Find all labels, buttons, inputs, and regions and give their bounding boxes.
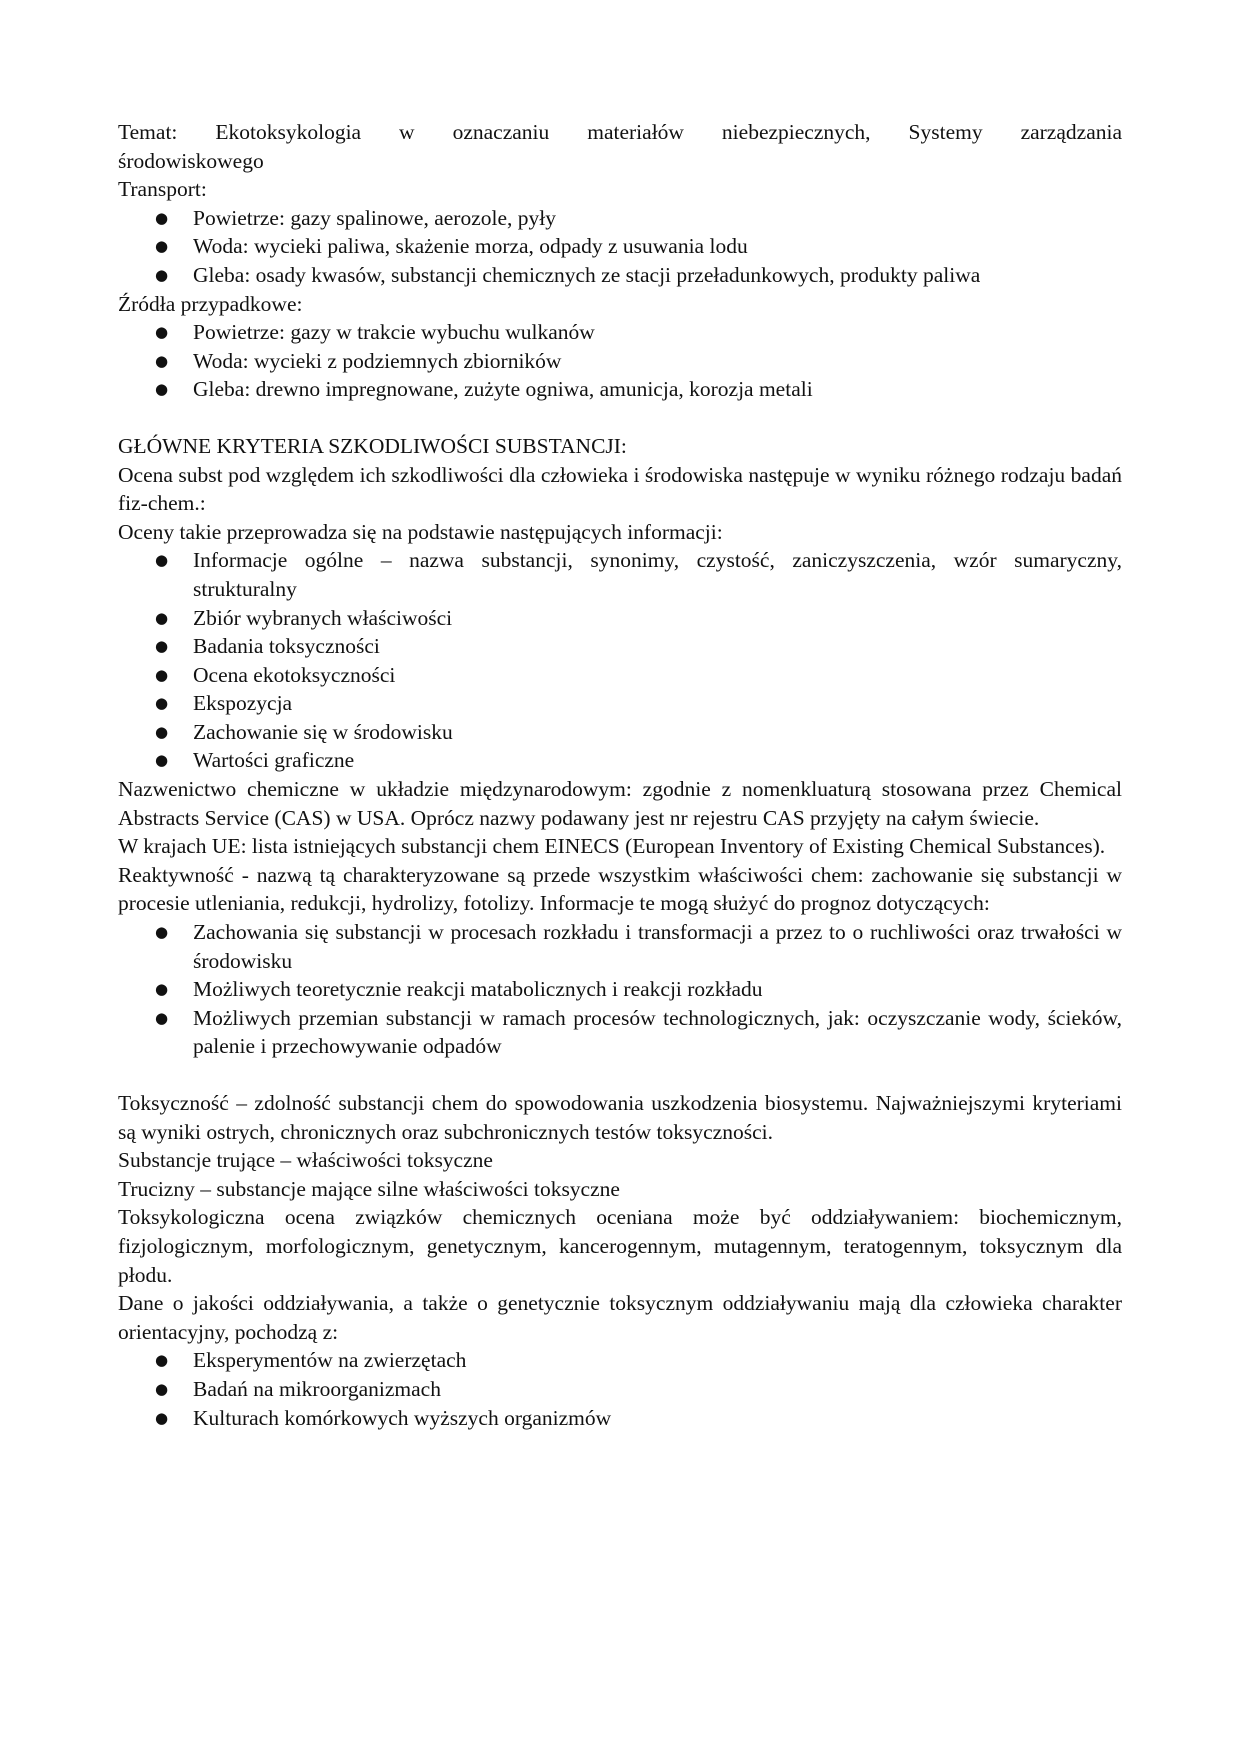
list-item: ● Wartości graficzne (118, 746, 1122, 775)
list-item: ● Badania toksyczności (118, 632, 1122, 661)
transport-list (118, 204, 1122, 290)
list-item: ● Powietrze: gazy spalinowe, aerozole, pyły (118, 204, 1122, 233)
list-item: ● Woda: wycieki paliwa, skażenie morza, odpady z usuwania lodu (118, 232, 1122, 261)
toksycznosc-paragraph: Toksyczność – zdolność substancji chem do spowodowania uszkodzenia biosystemu. Najważniejszymi kryteriami są wyniki ostrych, chronicznych oraz subchronicznych testów toksyczności. (118, 1091, 1122, 1144)
reaktywnosc-paragraph: Reaktywność - nazwą tą charakteryzowane są przede wszystkim właściwości chem: zachowanie się substancji w procesie utleniania, redukcji, hydrolizy, fotolizy. Informacje te mogą służyć do prognoz dotyczących: (118, 862, 1122, 916)
dane-paragraph: Dane o jakości oddziaływania, a także o genetycznie toksycznym oddziaływaniu mają dla człowieka charakter orientacyjny, pochodzą z: (118, 1291, 1122, 1344)
zrodla-heading: Źródła przypadkowe: (118, 291, 303, 316)
transport-heading: Transport: (118, 177, 207, 202)
list-item: ● Zachowania się substancji w procesach rozkładu i transformacji a przez to o ruchliwości oraz trwałości w środowisku (118, 918, 1122, 975)
list-item: ● Gleba: drewno impregnowane, zużyte ogniwa, amunicja, korozja metali (118, 375, 1122, 404)
ue-paragraph: W krajach UE: lista istniejących substancji chem EINECS (European Inventory of Existing Chemical Substances). (118, 834, 1106, 859)
kryteria-list (118, 546, 1122, 775)
list-item: ● Woda: wycieki z podziemnych zbiorników (118, 347, 1122, 376)
dane-list (118, 1346, 1122, 1432)
list-item: ● Eksperymentów na zwierzętach (118, 1346, 1122, 1375)
document-page (118, 118, 1122, 1432)
list-item: ● Kulturach komórkowych wyższych organizmów (118, 1404, 1122, 1433)
list-item: ● Możliwych przemian substancji w ramach procesów technologicznych, jak: oczyszczanie wody, ścieków, palenie i przechowywanie odpadów (118, 1004, 1122, 1061)
title-line-1: Temat: Ekotoksykologia w oznaczaniu materiałów niebezpiecznych, Systemy zarządzania (118, 120, 1122, 144)
list-item: ● Możliwych teoretycznie reakcji matabolicznych i reakcji rozkładu (118, 975, 1122, 1004)
kryteria-paragraph-1: Ocena subst pod względem ich szkodliwości dla człowieka i środowiska następuje w wyniku różnego rodzaju badań fiz-chem.: (118, 462, 1122, 516)
list-item: ● Informacje ogólne – nazwa substancji, synonimy, czystość, zaniczyszczenia, wzór sumaryczny, strukturalny (118, 546, 1122, 603)
kryteria-paragraph-2: Oceny takie przeprowadza się na podstawie następujących informacji: (118, 519, 723, 544)
zrodla-list (118, 318, 1122, 404)
reaktywnosc-list (118, 918, 1122, 1061)
list-item: ● Zbiór wybranych właściwości (118, 604, 1122, 633)
ocena-toksykologiczna-paragraph: Toksykologiczna ocena związków chemicznych oceniana może być oddziaływaniem: biochemicznym, fizjologicznym, morfologicznym, genetycznym, kancerogennym, mutagennym, teratogennym, toksycznym dla płodu. (118, 1205, 1122, 1287)
list-item: ● Zachowanie się w środowisku (118, 718, 1122, 747)
list-item: ● Powietrze: gazy w trakcie wybuchu wulkanów (118, 318, 1122, 347)
trujace-paragraph: Substancje trujące – właściwości toksyczne (118, 1148, 493, 1173)
trucizny-paragraph: Trucizny – substancje mające silne właściwości toksyczne (118, 1176, 620, 1201)
title-line-2: środowiskowego (118, 148, 264, 173)
list-item: ● Badań na mikroorganizmach (118, 1375, 1122, 1404)
list-item: ● Ocena ekotoksyczności (118, 661, 1122, 690)
list-item: ● Ekspozycja (118, 689, 1122, 718)
kryteria-heading: GŁÓWNE KRYTERIA SZKODLIWOŚCI SUBSTANCJI: (118, 433, 627, 458)
nazewnictwo-paragraph: Nazwenictwo chemiczne w układzie międzynarodowym: zgodnie z nomenkluaturą stosowana przez Chemical Abstracts Service (CAS) w USA. Oprócz nazwy podawany jest nr rejestru CAS przyjęty na całym świecie. (118, 777, 1122, 830)
list-item: ● Gleba: osady kwasów, substancji chemicznych ze stacji przeładunkowych, produkty paliwa (118, 261, 1122, 290)
